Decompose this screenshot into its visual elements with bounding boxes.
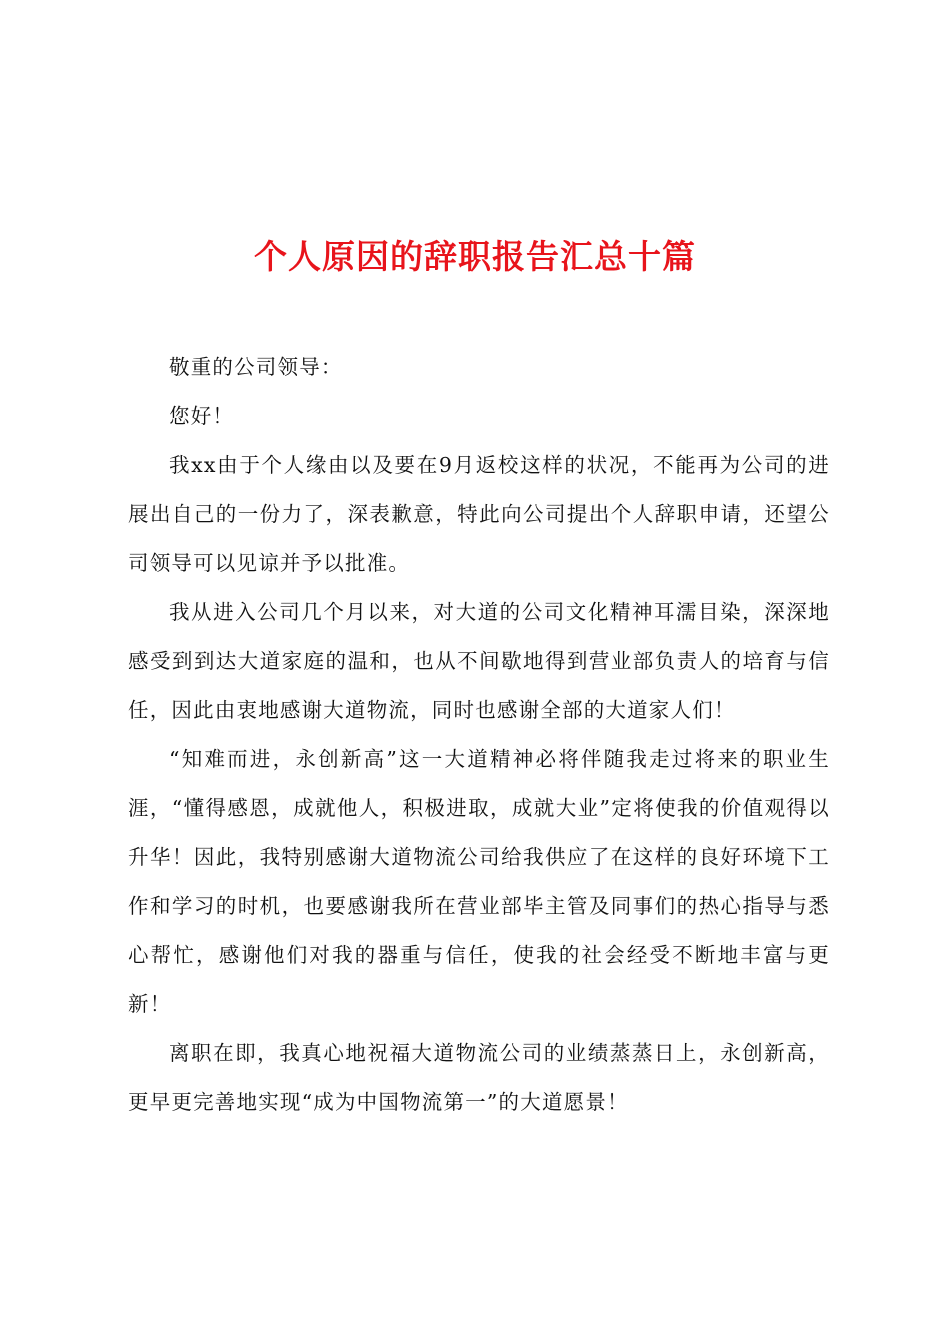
paragraph-resignation-reason: 我xx由于个人缘由以及要在9月返校这样的状况，不能再为公司的进展出自己的一份力了，深表歉意，特此向公司提出个人辞职申请，还望公司领导可以见谅并予以批准。 [128, 453, 830, 575]
paragraph-blessing: 离职在即，我真心地祝福大道物流公司的业绩蒸蒸日上，永创新高，更早更完善地实现“成为中国物流第一”的大道愿景！ [128, 1041, 830, 1114]
salutation: 敬重的公司领导： [169, 355, 343, 379]
paragraph-company-spirit: “知难而进，永创新高”这一大道精神必将伴随我走过将来的职业生涯，“懂得感恩，成就他人，积极进取，成就大业”定将使我的价值观得以升华！因此，我特别感谢大道物流公司给我供应了在这样的良好环境下工作和学习的时机，也要感谢我所在营业部毕主管及同事们的热心指导与悉心帮忙，感谢他们对我的器重与信任，使我的社会经受不断地丰富与更新！ [128, 747, 830, 1016]
document-body [128, 343, 830, 1127]
paragraph-gratitude: 我从进入公司几个月以来，对大道的公司文化精神耳濡目染，深深地感受到到达大道家庭的温和，也从不间歇地得到营业部负责人的培育与信任，因此由衷地感谢大道物流，同时也感谢全部的大道家人们！ [128, 600, 830, 722]
document-title: 个人原因的辞职报告汇总十篇 [254, 237, 696, 277]
greeting: 您好！ [169, 404, 235, 428]
